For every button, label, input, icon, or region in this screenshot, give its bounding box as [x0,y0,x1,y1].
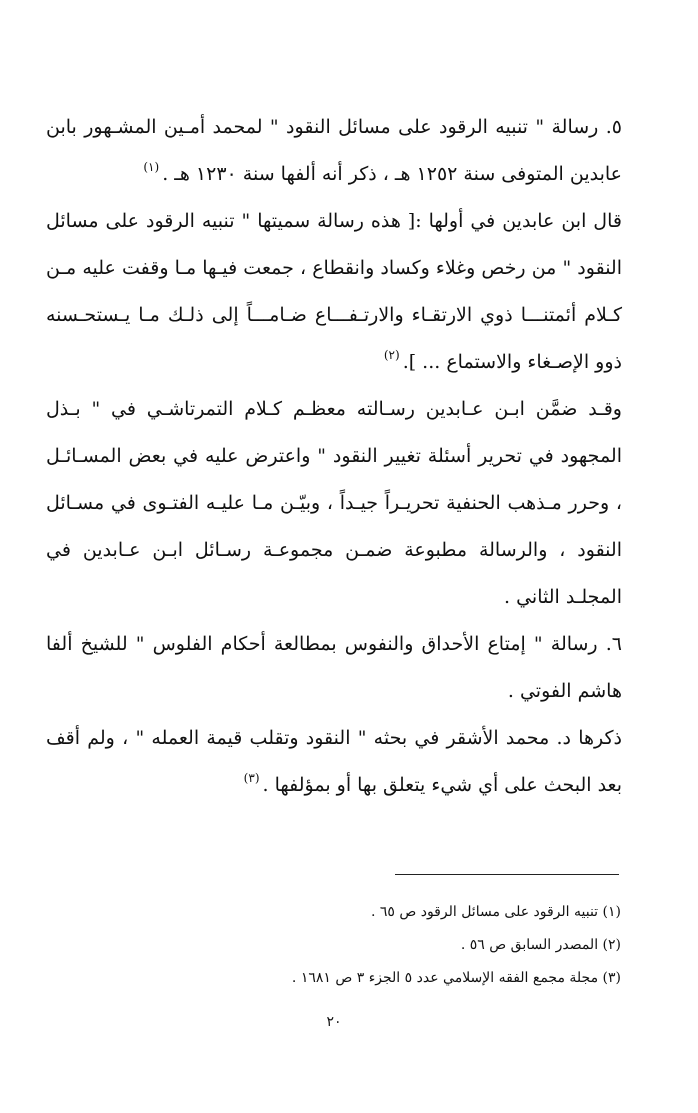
paragraph-commentary [46,386,622,621]
paragraph-text: قال ابن عابدين في أولها :[ هذه رسالة سميتها " تنبيه الرقود على مسائل النقود " من رخص وغلاء وكساد وانقطاع ، جمعت فيـها مـا وقفت عليه مـن كـلام أئمتنـــا ذوي الارتقـاء والارتـفـــاع ضـامـــاً إلى ذلـك مـا يـستحـسنه ذوو الإصـغاء والاستماع ... ]. [46,210,622,373]
page-number: ٢٠ [326,1014,342,1030]
paragraph-item-5 [46,104,622,198]
footnote-reference: (١) [143,160,160,174]
paragraph-mention [46,715,622,809]
paragraph-text: ذكرها د. محمد الأشقر في بحثه " النقود وتقلب قيمة العمله " ، ولم أقف بعد البحث على أي شيء يتعلق بها أو بمؤلفها . [46,727,622,796]
footnote-reference: (٢) [383,348,400,362]
main-text [46,104,622,809]
paragraph-item-6 [46,621,622,715]
paragraph-text: ٥. رسالة " تنبيه الرقود على مسائل النقود " لمحمد أمـين المشـهور بابن عابدين المتوفى سنة ١٢٥٢ هـ ، ذكر أنه ألفها سنة ١٢٣٠ هـ . [46,116,622,185]
footnote-reference: (٣) [243,771,260,785]
footnote-separator [395,874,619,875]
paragraph-text: ٦. رسالة " إمتاع الأحداق والنفوس بمطالعة أحكام الفلوس " للشيخ ألفا هاشم الفوتي . [46,633,622,702]
footnote-item: (٣) مجلة مجمع الفقه الإسلامي عدد ٥ الجزء ٣ ص ١٦٨١ . [291,970,621,986]
paragraph-text: وقـد ضمَّن ابـن عـابدين رسـالته معظـم كـلام التمرتاشـي في " بـذل المجهود في تحرير أسئلة تغيير النقود " واعترض عليه في بعض المسـائـل ، وحرر مـذهب الحنفية تحريـراً جيـداً ، وبيّـن مـا عليـه الفتـوى في مسـائل النقود ، والرسالة مطبوعة ضمـن مجموعـة رسـائل ابـن عـابدين في المجلـد الثاني . [46,398,622,608]
footnote-item: (١) تنبيه الرقود على مسائل الرقود ص ٦٥ . [370,904,621,920]
footnote-item: (٢) المصدر السابق ص ٥٦ . [460,937,621,953]
footnotes [200,896,621,995]
paragraph-quote [46,198,622,386]
